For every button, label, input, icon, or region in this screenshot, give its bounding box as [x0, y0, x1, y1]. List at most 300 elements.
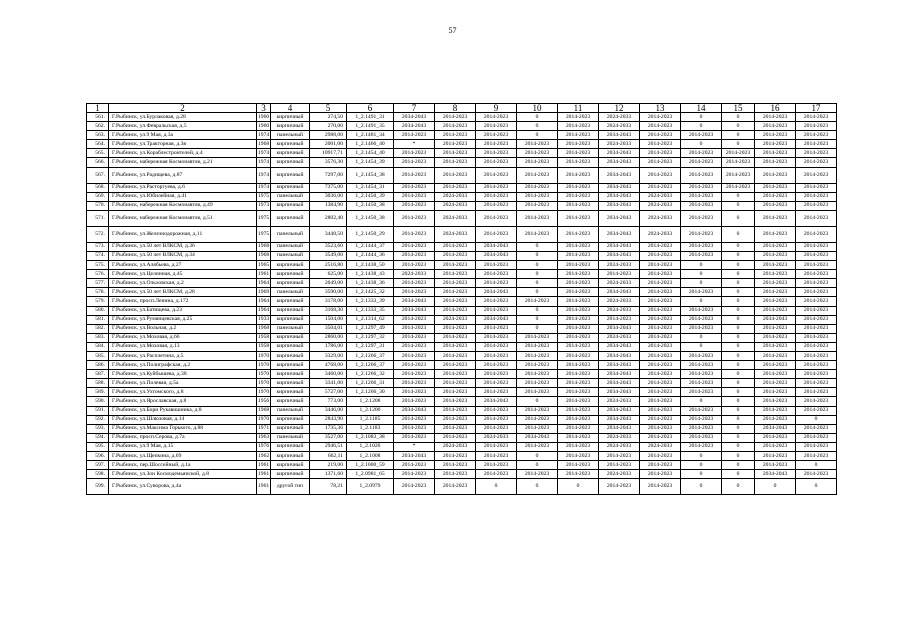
table-cell: 2014-2023 [755, 251, 796, 260]
table-cell: 5727,00 [310, 388, 347, 397]
table-cell: 2014-2023 [435, 140, 476, 149]
table-cell: 270,00 [310, 122, 347, 131]
table-cell: 2034-2043 [599, 324, 640, 333]
table-cell: 2014-2023 [681, 351, 722, 360]
table-row [87, 361, 837, 370]
table-cell: 2034-2043 [599, 424, 640, 433]
table-cell: 2988,00 [310, 131, 347, 140]
table-cell: 2014-2023 [435, 333, 476, 342]
row-number-cell: 584. [87, 342, 109, 351]
table-cell: 2014-2023 [640, 415, 681, 424]
table-cell: 2014-2023 [755, 461, 796, 470]
table-cell: 2014-2023 [517, 424, 558, 433]
table-cell: 2014-2023 [681, 192, 722, 201]
column-header: 1 [87, 104, 109, 113]
table-cell: 2014-2023 [681, 149, 722, 158]
table-cell: 1_2.1183 [347, 424, 394, 433]
table-cell: 2024-2033 [599, 279, 640, 288]
table-cell: 2014-2023 [755, 324, 796, 333]
table-cell: 2034-2043 [476, 397, 517, 406]
row-number-cell: 574. [87, 251, 109, 260]
address-cell: Г.Рыбинск, ул.Февральская, д.5 [109, 122, 257, 131]
table-row [87, 479, 837, 495]
table-cell: 0 [517, 261, 558, 270]
table-cell: 2014-2023 [796, 140, 837, 149]
table-cell: 2014-2023 [435, 149, 476, 158]
row-number-cell: 592. [87, 415, 109, 424]
table-cell: 2014-2023 [599, 479, 640, 495]
table-cell: 2014-2023 [722, 183, 755, 192]
table-cell: 2024-2033 [599, 140, 640, 149]
table-cell: 274,50 [310, 113, 347, 122]
table-cell: 2014-2023 [394, 149, 435, 158]
table-cell: 1968 [257, 140, 271, 149]
table-row [87, 397, 837, 406]
table-cell: 2014-2023 [796, 452, 837, 461]
table-cell: 2014-2023 [476, 342, 517, 351]
table-row [87, 452, 837, 461]
table-cell: 78,21 [310, 479, 347, 495]
table-cell: 2516,80 [310, 261, 347, 270]
table-cell: панельный [271, 226, 310, 242]
table-cell: 2014-2023 [640, 388, 681, 397]
table-row [87, 158, 837, 167]
table-cell: 2014-2023 [394, 167, 435, 183]
table-cell: 2014-2023 [558, 251, 599, 260]
table-cell: 2014-2023 [394, 324, 435, 333]
table-cell: 1969 [257, 288, 271, 297]
table-cell: 2014-2023 [558, 433, 599, 442]
table-cell: 2014-2023 [681, 361, 722, 370]
table-cell: 0 [681, 470, 722, 479]
table-cell: 1961 [257, 470, 271, 479]
table-cell: 0 [681, 461, 722, 470]
table-cell: 2014-2023 [722, 149, 755, 158]
column-header: 11 [558, 104, 599, 113]
header-row [87, 104, 837, 113]
table-cell: 3168,30 [310, 306, 347, 315]
table-cell: 2014-2023 [476, 415, 517, 424]
address-cell: Г.Рыбинск, ул.Расторгуева, д.6 [109, 183, 257, 192]
table-cell: 2014-2023 [558, 406, 599, 415]
table-cell: 1_2.1454_40 [347, 149, 394, 158]
table-cell: 2014-2023 [755, 210, 796, 226]
table-cell: 1_2.1266_37 [347, 361, 394, 370]
table-cell: 1975 [257, 210, 271, 226]
table-cell: 0 [722, 379, 755, 388]
table-row [87, 113, 837, 122]
table-cell: 2014-2023 [517, 149, 558, 158]
table-cell: 1_2.1185 [347, 415, 394, 424]
table-cell: 0 [722, 452, 755, 461]
table-cell: 2014-2023 [640, 279, 681, 288]
table-row [87, 470, 837, 479]
table-cell: кирпичный [271, 158, 310, 167]
table-cell: 2014-2023 [558, 461, 599, 470]
table-cell: 2014-2023 [755, 433, 796, 442]
table-cell: 1970 [257, 370, 271, 379]
address-cell: Г.Рыбинск, ул.Зои Космодемьянской, д.8 [109, 470, 257, 479]
table-cell: 2014-2023 [640, 370, 681, 379]
table-cell: 1_2.1438_50 [347, 261, 394, 270]
table-cell: 2014-2023 [640, 433, 681, 442]
table-cell: 2014-2023 [435, 351, 476, 360]
address-cell: Г.Рыбинск, ул.Шлюзовая, д.14 [109, 415, 257, 424]
column-header: 9 [476, 104, 517, 113]
table-cell: 2014-2023 [640, 167, 681, 183]
table-cell: 2024-2033 [599, 333, 640, 342]
column-header: 17 [796, 104, 837, 113]
table-row [87, 192, 837, 201]
table-cell: 2034-2043 [599, 415, 640, 424]
row-number-cell: 578. [87, 288, 109, 297]
table-cell: 2014-2023 [476, 306, 517, 315]
row-number-cell: 596. [87, 452, 109, 461]
table-cell: 2014-2023 [435, 415, 476, 424]
table-cell: 2014-2023 [755, 397, 796, 406]
table-row [87, 433, 837, 442]
table-cell: 0 [722, 361, 755, 370]
table-cell: 2014-2023 [796, 297, 837, 306]
table-cell: панельный [271, 131, 310, 140]
table-cell: 0 [517, 251, 558, 260]
table-cell: 2014-2023 [796, 351, 837, 360]
table-cell: 2014-2023 [681, 183, 722, 192]
table-cell: 2024-2033 [640, 442, 681, 451]
table-cell: 2014-2023 [796, 210, 837, 226]
table-cell: 2014-2023 [640, 183, 681, 192]
table-cell: 0 [517, 242, 558, 251]
table-cell: 2014-2023 [435, 370, 476, 379]
table-cell: 1_2.1491_31 [347, 113, 394, 122]
table-cell: 1968 [257, 406, 271, 415]
address-cell: Г.Рыбинск, ул.50 лет ВЛКСМ, д.28 [109, 288, 257, 297]
table-cell: 2014-2023 [640, 306, 681, 315]
table-cell: 2014-2023 [476, 140, 517, 149]
table-cell: 2014-2023 [755, 288, 796, 297]
table-cell: 2014-2023 [517, 140, 558, 149]
table-cell: кирпичный [271, 279, 310, 288]
table-cell: 0 [722, 192, 755, 201]
table-cell: 2014-2023 [517, 201, 558, 210]
table-cell: 2014-2023 [796, 149, 837, 158]
table-cell: панельный [271, 324, 310, 333]
table-cell: 2034-2043 [599, 251, 640, 260]
table-cell: 2014-2023 [640, 261, 681, 270]
address-cell: Г.Рыбинск, ул.9 Мая, д.3а [109, 131, 257, 140]
table-cell: кирпичный [271, 470, 310, 479]
table-cell: 2014-2023 [558, 242, 599, 251]
table-row [87, 261, 837, 270]
table-cell: 2014-2023 [681, 324, 722, 333]
table-cell: 2014-2023 [681, 388, 722, 397]
table-cell: 1976 [257, 442, 271, 451]
table-cell: 2014-2023 [681, 433, 722, 442]
row-number-cell: 576. [87, 270, 109, 279]
table-cell: 2014-2023 [435, 361, 476, 370]
table-row [87, 424, 837, 433]
table-cell: 0 [681, 397, 722, 406]
table-cell: 1_2.1438_36 [347, 279, 394, 288]
column-header: 3 [257, 104, 271, 113]
table-cell: кирпичный [271, 388, 310, 397]
table-cell: 10917,71 [310, 149, 347, 158]
table-cell: 2014-2023 [435, 342, 476, 351]
address-cell: Г.Рыбинск, ул.Моховая, д.66 [109, 333, 257, 342]
table-cell: 1_2.1083_38 [347, 433, 394, 442]
table-cell: 2014-2023 [435, 113, 476, 122]
row-number-cell: 571. [87, 210, 109, 226]
table-cell: 1_2.1208 [347, 397, 394, 406]
table-cell: 2014-2023 [681, 379, 722, 388]
table-cell: 0 [722, 261, 755, 270]
table-cell: 1961 [257, 461, 271, 470]
table-cell: 2014-2023 [796, 158, 837, 167]
table-row [87, 342, 837, 351]
table-cell: 2014-2023 [558, 297, 599, 306]
table-cell: 2034-2043 [476, 288, 517, 297]
table-cell: 2014-2023 [476, 379, 517, 388]
table-cell: 2024-2033 [640, 210, 681, 226]
table-cell: 3549,00 [310, 251, 347, 260]
table-cell: 1_2.1000_59 [347, 461, 394, 470]
row-number-cell: 580. [87, 306, 109, 315]
table-cell: 2014-2023 [755, 140, 796, 149]
table-cell: 2014-2023 [435, 183, 476, 192]
table-cell: 0 [681, 333, 722, 342]
table-cell: 1_2.1297_32 [347, 333, 394, 342]
table-cell: 0 [517, 122, 558, 131]
row-number-cell: 597. [87, 461, 109, 470]
table-cell: 2024-2033 [599, 442, 640, 451]
table-cell: 0 [722, 288, 755, 297]
table-cell: кирпичный [271, 201, 310, 210]
table-cell: 3576,30 [310, 158, 347, 167]
table-cell: 2034-2043 [599, 149, 640, 158]
table-cell: кирпичный [271, 167, 310, 183]
table-cell: 2014-2023 [796, 131, 837, 140]
table-cell: 1_2.1266_31 [347, 379, 394, 388]
table-cell: 2014-2023 [640, 424, 681, 433]
table-cell: 2034-2043 [476, 251, 517, 260]
row-number-cell: 591. [87, 406, 109, 415]
table-row [87, 406, 837, 415]
table-cell: 2014-2023 [640, 361, 681, 370]
table-cell: 2014-2023 [476, 470, 517, 479]
table-cell: 0 [722, 201, 755, 210]
table-cell: 2024-2033 [599, 261, 640, 270]
table-cell: 2014-2023 [517, 442, 558, 451]
address-cell: Г.Рыбинск, набережная Космонавтов, д.49 [109, 201, 257, 210]
table-cell: панельный [271, 192, 310, 201]
table-cell: 0 [722, 210, 755, 226]
table-cell: 2014-2023 [558, 279, 599, 288]
table-cell: 2014-2023 [755, 192, 796, 201]
table-cell: 2034-2043 [599, 192, 640, 201]
table-cell: 2034-2043 [476, 242, 517, 251]
table-cell: 2014-2023 [640, 251, 681, 260]
column-header: 15 [722, 104, 755, 113]
table-cell: 2014-2023 [558, 131, 599, 140]
table-cell: кирпичный [271, 370, 310, 379]
table-cell: 2014-2023 [558, 315, 599, 324]
table-cell: 1384,90 [310, 201, 347, 210]
table-cell: 2014-2023 [755, 149, 796, 158]
table-cell: 2014-2023 [558, 370, 599, 379]
table-cell: 1_2.1450_38 [347, 210, 394, 226]
table-cell: 0 [517, 479, 558, 495]
table-cell: 2014-2023 [558, 183, 599, 192]
table-cell: 2014-2023 [796, 226, 837, 242]
table-cell: 2014-2023 [755, 361, 796, 370]
row-number-cell: 598. [87, 470, 109, 479]
table-cell: 2014-2023 [755, 226, 796, 242]
table-cell: 2014-2023 [435, 388, 476, 397]
table-cell: 2014-2023 [476, 461, 517, 470]
table-cell: 2014-2023 [558, 158, 599, 167]
table-cell: 2014-2023 [394, 279, 435, 288]
table-cell: 2014-2023 [681, 415, 722, 424]
table-cell: 0 [681, 122, 722, 131]
table-cell: 3036,00 [310, 192, 347, 201]
table-cell: 2014-2023 [796, 183, 837, 192]
table-cell: 2014-2023 [558, 379, 599, 388]
table-cell: 2034-2043 [599, 388, 640, 397]
table-cell: кирпичный [271, 342, 310, 351]
table-cell: 0 [558, 479, 599, 495]
table-cell: 2014-2023 [394, 251, 435, 260]
table-cell: 2014-2023 [558, 167, 599, 183]
table-cell: 2014-2023 [558, 210, 599, 226]
table-cell: 1964 [257, 279, 271, 288]
table-cell: 0 [681, 270, 722, 279]
table-cell: 1735,36 [310, 424, 347, 433]
row-number-cell: 581. [87, 315, 109, 324]
table-cell: 2014-2023 [558, 261, 599, 270]
table-cell: 2014-2023 [681, 370, 722, 379]
table-cell: 0 [722, 424, 755, 433]
table-cell: 2802,40 [310, 210, 347, 226]
table-cell: 2014-2023 [722, 167, 755, 183]
table-cell: 2014-2023 [796, 201, 837, 210]
table-cell: 2034-2043 [599, 379, 640, 388]
table-cell: 2014-2023 [640, 479, 681, 495]
table-cell: 2014-2023 [558, 113, 599, 122]
table-cell: 2014-2023 [394, 361, 435, 370]
table-cell: 2014-2023 [640, 149, 681, 158]
table-cell: 2014-2023 [796, 315, 837, 324]
table-cell: 2014-2023 [517, 470, 558, 479]
table-cell: 2014-2023 [517, 361, 558, 370]
table-cell: 2014-2023 [755, 370, 796, 379]
table-cell: 0 [796, 461, 837, 470]
table-cell: 2014-2023 [558, 140, 599, 149]
table-cell: 0 [722, 113, 755, 122]
row-number-cell: 564. [87, 140, 109, 149]
table-cell: 0 [722, 242, 755, 251]
table-cell: 1_2.1026 [347, 442, 394, 451]
table-cell: 3446,00 [310, 406, 347, 415]
table-cell: 2014-2023 [435, 433, 476, 442]
table-cell: 2014-2023 [435, 158, 476, 167]
table-cell: 2860,00 [310, 333, 347, 342]
table-cell: 2014-2023 [599, 452, 640, 461]
table-cell: 2024-2033 [599, 113, 640, 122]
table-cell: 2014-2023 [796, 333, 837, 342]
table-cell: 2034-2043 [755, 424, 796, 433]
table-cell: 2014-2023 [394, 415, 435, 424]
table-cell: 2014-2023 [558, 342, 599, 351]
table-cell: 3178,00 [310, 297, 347, 306]
table-cell: 2024-2033 [640, 192, 681, 201]
table-cell: 2014-2023 [722, 158, 755, 167]
table-cell: 1_2.1481_34 [347, 131, 394, 140]
table-cell: 2034-2043 [599, 158, 640, 167]
table-cell: 2014-2023 [755, 279, 796, 288]
table-cell: 2014-2023 [476, 261, 517, 270]
table-cell: 1956 [257, 397, 271, 406]
table-cell: 2014-2023 [558, 442, 599, 451]
table-row [87, 251, 837, 260]
table-cell: 2024-2033 [394, 270, 435, 279]
table-cell: 1973 [257, 201, 271, 210]
table-cell: 0 [517, 113, 558, 122]
column-header: 10 [517, 104, 558, 113]
table-cell: 1970 [257, 361, 271, 370]
table-row [87, 201, 837, 210]
table-cell: 2014-2023 [435, 461, 476, 470]
table-cell: 2014-2023 [640, 379, 681, 388]
table-cell: 1_2.1008 [347, 452, 394, 461]
row-number-cell: 599. [87, 479, 109, 495]
table-cell: 2014-2023 [435, 397, 476, 406]
table-cell: * [394, 140, 435, 149]
table-cell: 1_2.1297_31 [347, 342, 394, 351]
table-cell: 2014-2023 [640, 461, 681, 470]
table-cell: 1968 [257, 324, 271, 333]
table-cell: 2014-2023 [394, 370, 435, 379]
table-cell: 2014-2023 [394, 379, 435, 388]
table-cell: 1968 [257, 251, 271, 260]
address-cell: Г.Рыбинск, ул.Бори Рукавишника, д.8 [109, 406, 257, 415]
table-cell: 2034-2043 [599, 226, 640, 242]
table-cell: 2014-2023 [640, 113, 681, 122]
table-cell: 2014-2023 [640, 406, 681, 415]
table-cell: 2014-2023 [394, 242, 435, 251]
row-number-cell: 572. [87, 226, 109, 242]
table-cell: 1960 [257, 113, 271, 122]
table-cell: 2014-2023 [435, 288, 476, 297]
table-cell: 2034-2043 [599, 288, 640, 297]
table-cell: 2034-2043 [599, 406, 640, 415]
table-cell: кирпичный [271, 210, 310, 226]
column-header: 12 [599, 104, 640, 113]
table-cell: 2014-2023 [394, 342, 435, 351]
table-cell: 2014-2023 [681, 242, 722, 251]
table-cell: 2024-2033 [435, 201, 476, 210]
table-cell: 625,00 [310, 270, 347, 279]
table-cell: 0 [796, 415, 837, 424]
table-cell: 2014-2023 [394, 192, 435, 201]
address-cell: Г.Рыбинск, просп.Ленина, д.172 [109, 297, 257, 306]
table-cell: 1_2.1266_30 [347, 388, 394, 397]
table-cell: 2014-2023 [796, 306, 837, 315]
table-cell: кирпичный [271, 122, 310, 131]
table-cell: 2014-2023 [681, 131, 722, 140]
table-cell: 1974 [257, 131, 271, 140]
table-cell: 2014-2023 [640, 122, 681, 131]
table-row [87, 183, 837, 192]
